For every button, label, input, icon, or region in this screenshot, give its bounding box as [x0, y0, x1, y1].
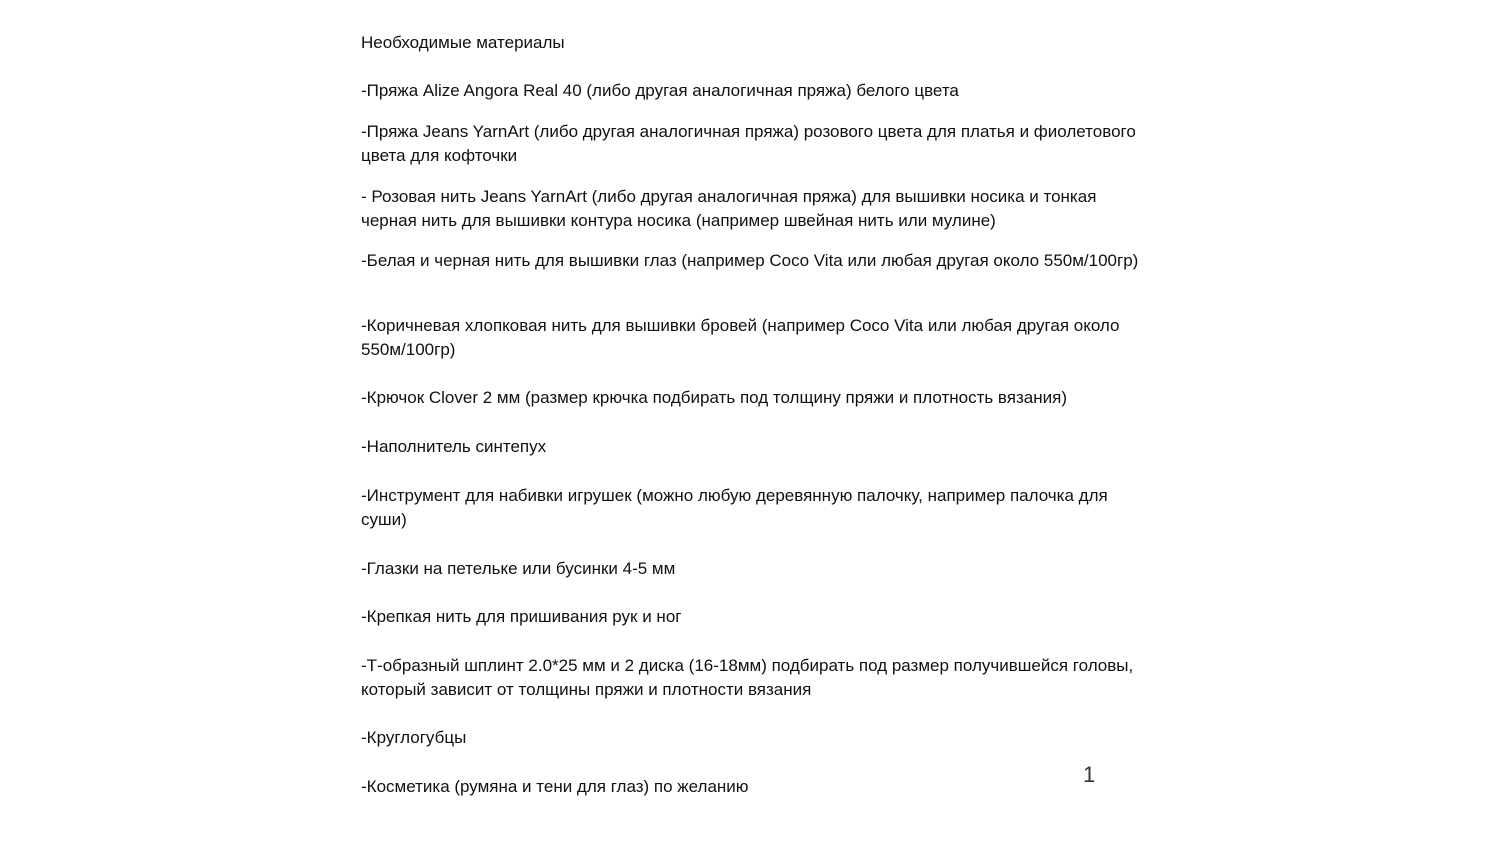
list-item: -Инструмент для набивки игрушек (можно любую деревянную палочку, например палочка для суши): [361, 486, 1108, 529]
list-item: -Крепкая нить для пришивания рук и ног: [361, 607, 682, 626]
list-item: -Глазки на петельке или бусинки 4-5 мм: [361, 559, 676, 578]
list-item: -Пряжа Alize Angora Real 40 (либо другая аналогичная пряжа) белого цвета: [361, 81, 959, 100]
list-item: -Коричневая хлопковая нить для вышивки бровей (например Coco Vita или любая другая около 550м/100гр): [361, 316, 1120, 359]
list-item: -Круглогубцы: [361, 728, 467, 747]
materials-heading: Необходимые материалы: [361, 33, 565, 52]
list-item: -Т-образный шплинт 2.0*25 мм и 2 диска (16-18мм) подбирать под размер получившейся головы, который зависит от толщины пряжи и плотности вязания: [361, 656, 1134, 699]
list-item: -Белая и черная нить для вышивки глаз (например Coco Vita или любая другая около 550м/100гр): [361, 251, 1139, 270]
page-number: 1: [1083, 762, 1096, 787]
list-item: -Косметика (румяна и тени для глаз) по желанию: [361, 777, 749, 796]
list-item: -Наполнитель синтепух: [361, 437, 547, 456]
list-item: -Крючок Clover 2 мм (размер крючка подбирать под толщину пряжи и плотность вязания): [361, 388, 1067, 407]
list-item: - Розовая нить Jeans YarnArt (либо другая аналогичная пряжа) для вышивки носика и тонкая черная нить для вышивки контура носика (например швейная нить или мулине): [361, 187, 1097, 230]
list-item: -Пряжа Jeans YarnArt (либо другая аналогичная пряжа) розового цвета для платья и фиолетового цвета для кофточки: [361, 122, 1136, 165]
